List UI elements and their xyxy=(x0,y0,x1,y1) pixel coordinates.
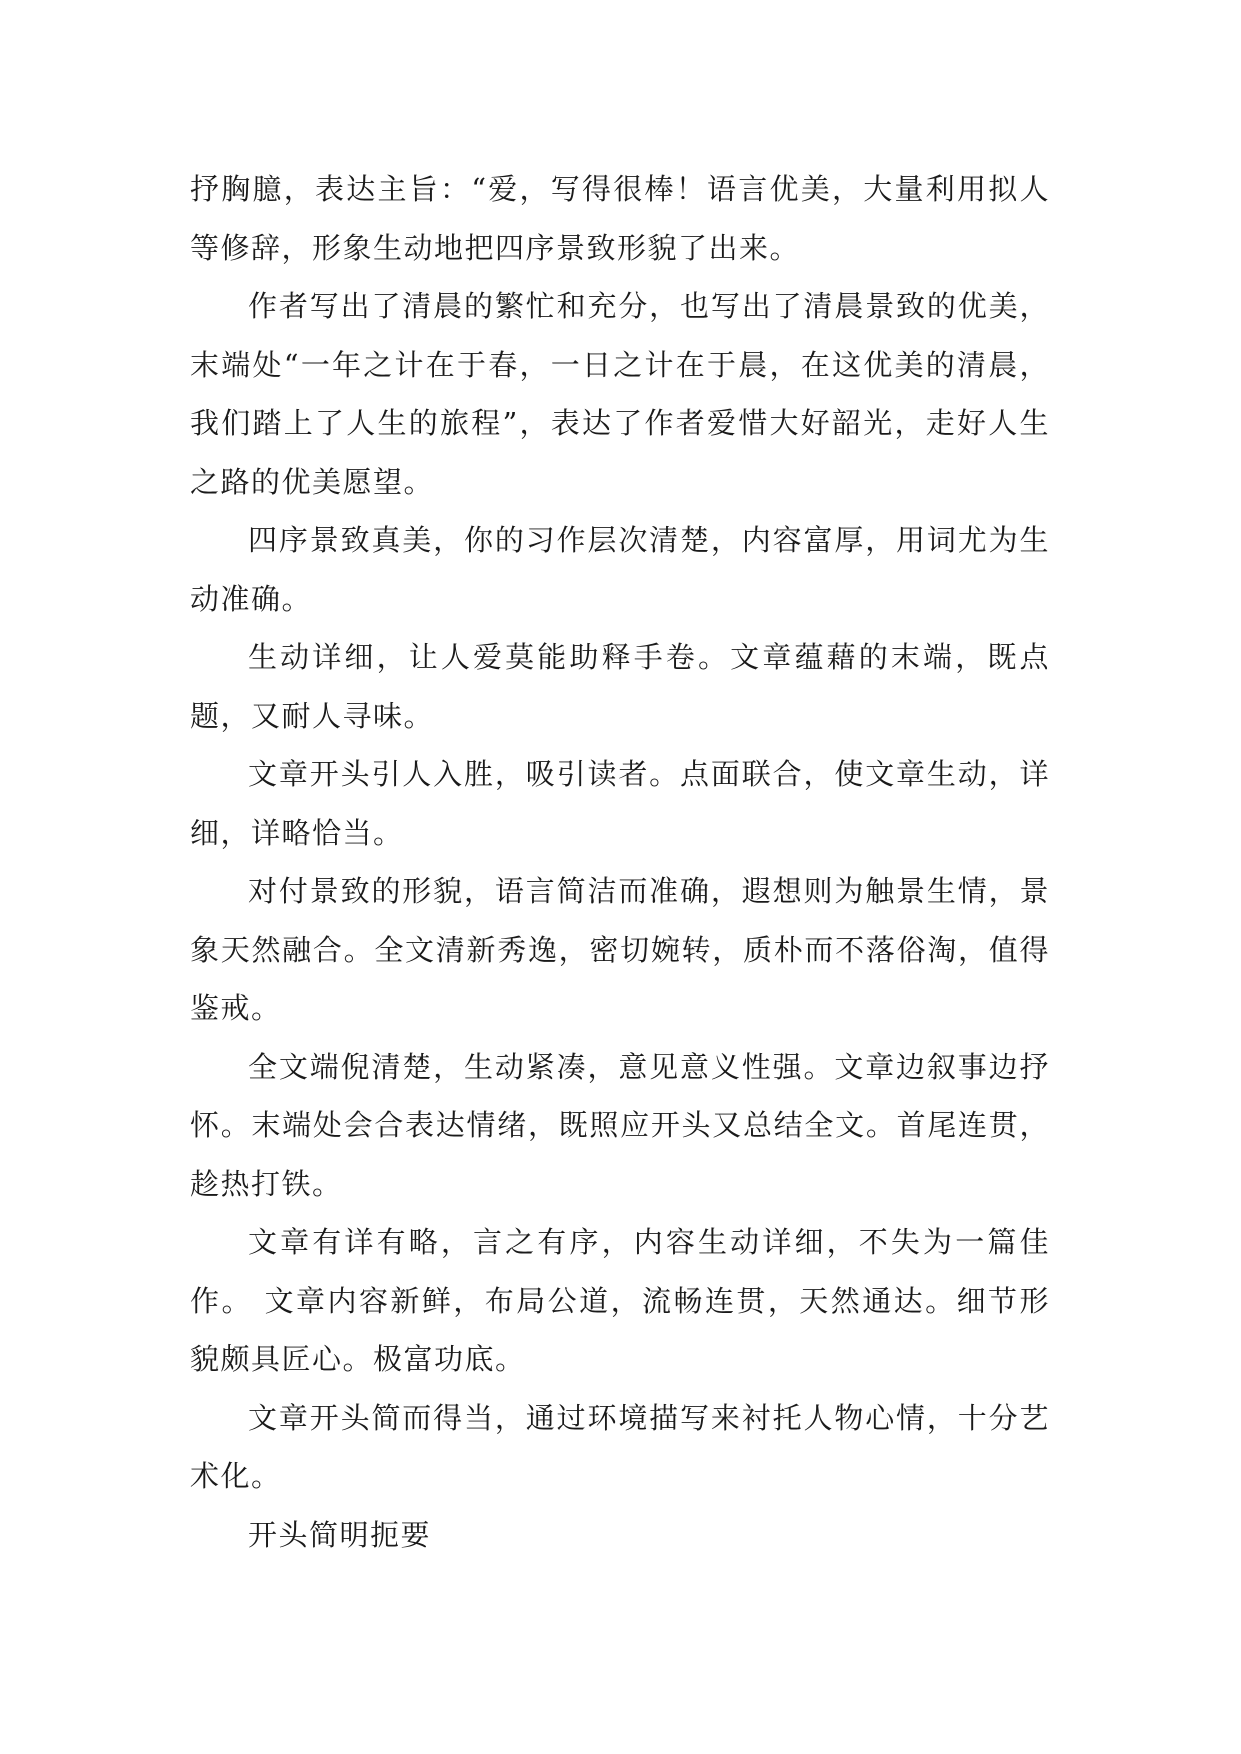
paragraph-5: 文章开头引人入胜，吸引读者。点面联合，使文章生动，详细，详略恰当。 xyxy=(190,757,1050,850)
paragraph-4: 生动详细，让人爱莫能助释手卷。文章蕴藉的末端，既点题，又耐人寻味。 xyxy=(190,640,1050,733)
paragraph-3: 四序景致真美，你的习作层次清楚，内容富厚，用词尤为生动准确。 xyxy=(190,523,1050,616)
paragraph-9: 文章开头简而得当，通过环境描写来衬托人物心情，十分艺术化。 xyxy=(190,1400,1050,1493)
paragraph-2: 作者写出了清晨的繁忙和充分，也写出了清晨景致的优美，末端处“一年之计在于春，一日之计在于晨，在这优美的清晨，我们踏上了人生的旅程”，表达了作者爱惜大好韶光，走好人生之路的优美愿望。 xyxy=(190,289,1050,499)
paragraph-8: 文章有详有略，言之有序，内容生动详细，不失为一篇佳作。 文章内容新鲜，布局公道，流畅连贯，天然通达。细节形貌颇具匠心。极富功底。 xyxy=(190,1225,1050,1376)
paragraph-6: 对付景致的形貌，语言简洁而准确，遐想则为触景生情，景象天然融合。全文清新秀逸，密切婉转，质朴而不落俗淘，值得鉴戒。 xyxy=(190,874,1050,1025)
paragraph-7: 全文端倪清楚，生动紧凑，意见意义性强。文章边叙事边抒怀。末端处会合表达情绪，既照应开头又总结全文。首尾连贯，趁热打铁。 xyxy=(190,1049,1050,1201)
document-body xyxy=(190,160,1050,1564)
paragraph-1: 抒胸臆，表达主旨：“爱，写得很棒！语言优美，大量利用拟人等修辞，形象生动地把四序景致形貌了出来。 xyxy=(190,172,1050,265)
paragraph-10: 开头简明扼要 xyxy=(248,1517,432,1552)
